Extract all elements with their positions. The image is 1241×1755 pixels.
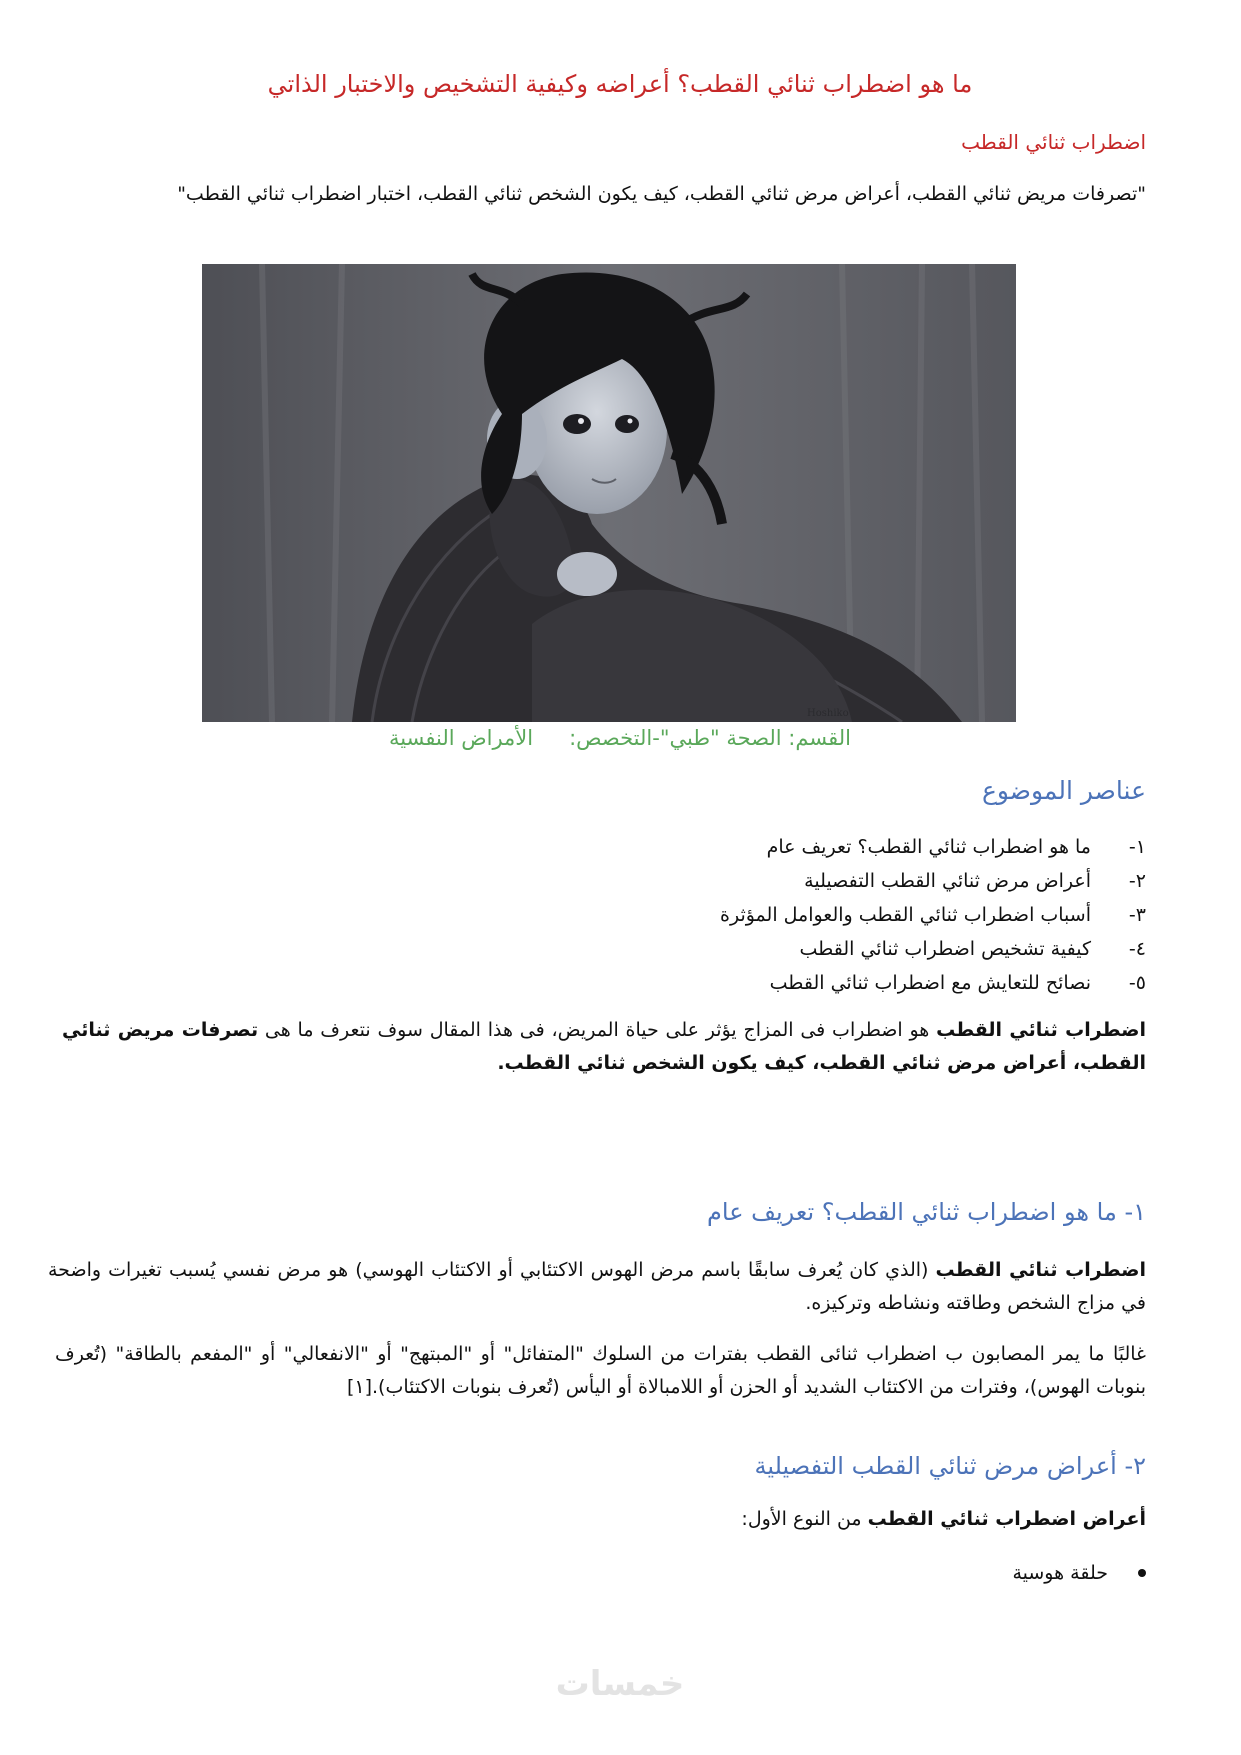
section-2-subheading: أعراض اضطراب ثنائي القطب من النوع الأول: [741, 1508, 1146, 1530]
symptom-bullet-list [1012, 1562, 1146, 1584]
article-kicker: اضطراب ثنائي القطب [961, 130, 1146, 154]
list-item: حلقة هوسية [1012, 1562, 1146, 1584]
section-1-heading: ١- ما هو اضطراب ثنائي القطب؟ تعريف عام [707, 1198, 1146, 1226]
toc-item: ١- ما هو اضطراب ثنائي القطب؟ تعريف عام [766, 836, 1146, 858]
section-2-heading: ٢- أعراض مرض ثنائي القطب التفصيلية [754, 1452, 1146, 1480]
toc-heading: عناصر الموضوع [981, 776, 1146, 805]
image-caption [300, 722, 940, 754]
bullet-icon [1138, 1569, 1146, 1577]
toc-item: ٤- كيفية تشخيص اضطراب ثنائي القطب [799, 938, 1146, 960]
caption-specialty: الأمراض النفسية [389, 726, 534, 750]
intro-paragraph: اضطراب ثنائي القطب هو اضطراب فى المزاج يؤثر على حياة المريض، فى هذا المقال سوف نتعرف ما هى تصرفات مريض ثنائي القطب، أعراض مرض ثنائي القطب، كيف يكون الشخص ثنائي القطب. [62, 1019, 1146, 1074]
keywords-paragraph: "تصرفات مريض ثنائي القطب، أعراض مرض ثنائي القطب، كيف يكون الشخص ثنائي القطب، اختبار اضطراب ثنائي القطب" [177, 183, 1146, 205]
toc-item: ٢- أعراض مرض ثنائي القطب التفصيلية [804, 870, 1146, 892]
artist-signature: Hoshiko [807, 708, 849, 719]
hero-illustration [202, 264, 1016, 722]
section-1-paragraph-1: اضطراب ثنائي القطب (الذي كان يُعرف سابقًا باسم مرض الهوس الاكتئابي أو الاكتئاب الهوسي) هو مرض نفسي يُسبب تغيرات واضحة في مزاج الشخص وطاقته ونشاطه وتركيزه. [48, 1259, 1146, 1314]
watermark-logo: خمسات [555, 1664, 685, 1704]
page-title: ما هو اضطراب ثنائي القطب؟ أعراضه وكيفية التشخيص والاختبار الذاتي [267, 70, 973, 98]
sad-girl-illustration [202, 264, 1016, 722]
toc-item: ٣- أسباب اضطراب ثنائي القطب والعوامل المؤثرة [720, 904, 1146, 926]
caption-category: القسم: الصحة "طبي"-التخصص: [569, 726, 851, 750]
toc-item: ٥- نصائح للتعايش مع اضطراب ثنائي القطب [769, 972, 1146, 994]
toc-list [346, 830, 1146, 1000]
section-1-paragraph-2: غالبًا ما يمر المصابون ب اضطراب ثنائى القطب بفترات من السلوك "المتفائل" أو "المبتهج" أو "الانفعالي" أو "المفعم بالطاقة" (تُعرف بنوبات الهوس)، وفترات من الاكتئاب الشديد أو الحزن أو اللامبالاة أو اليأس (تُعرف بنوبات الاكتئاب).[١] [55, 1343, 1146, 1398]
